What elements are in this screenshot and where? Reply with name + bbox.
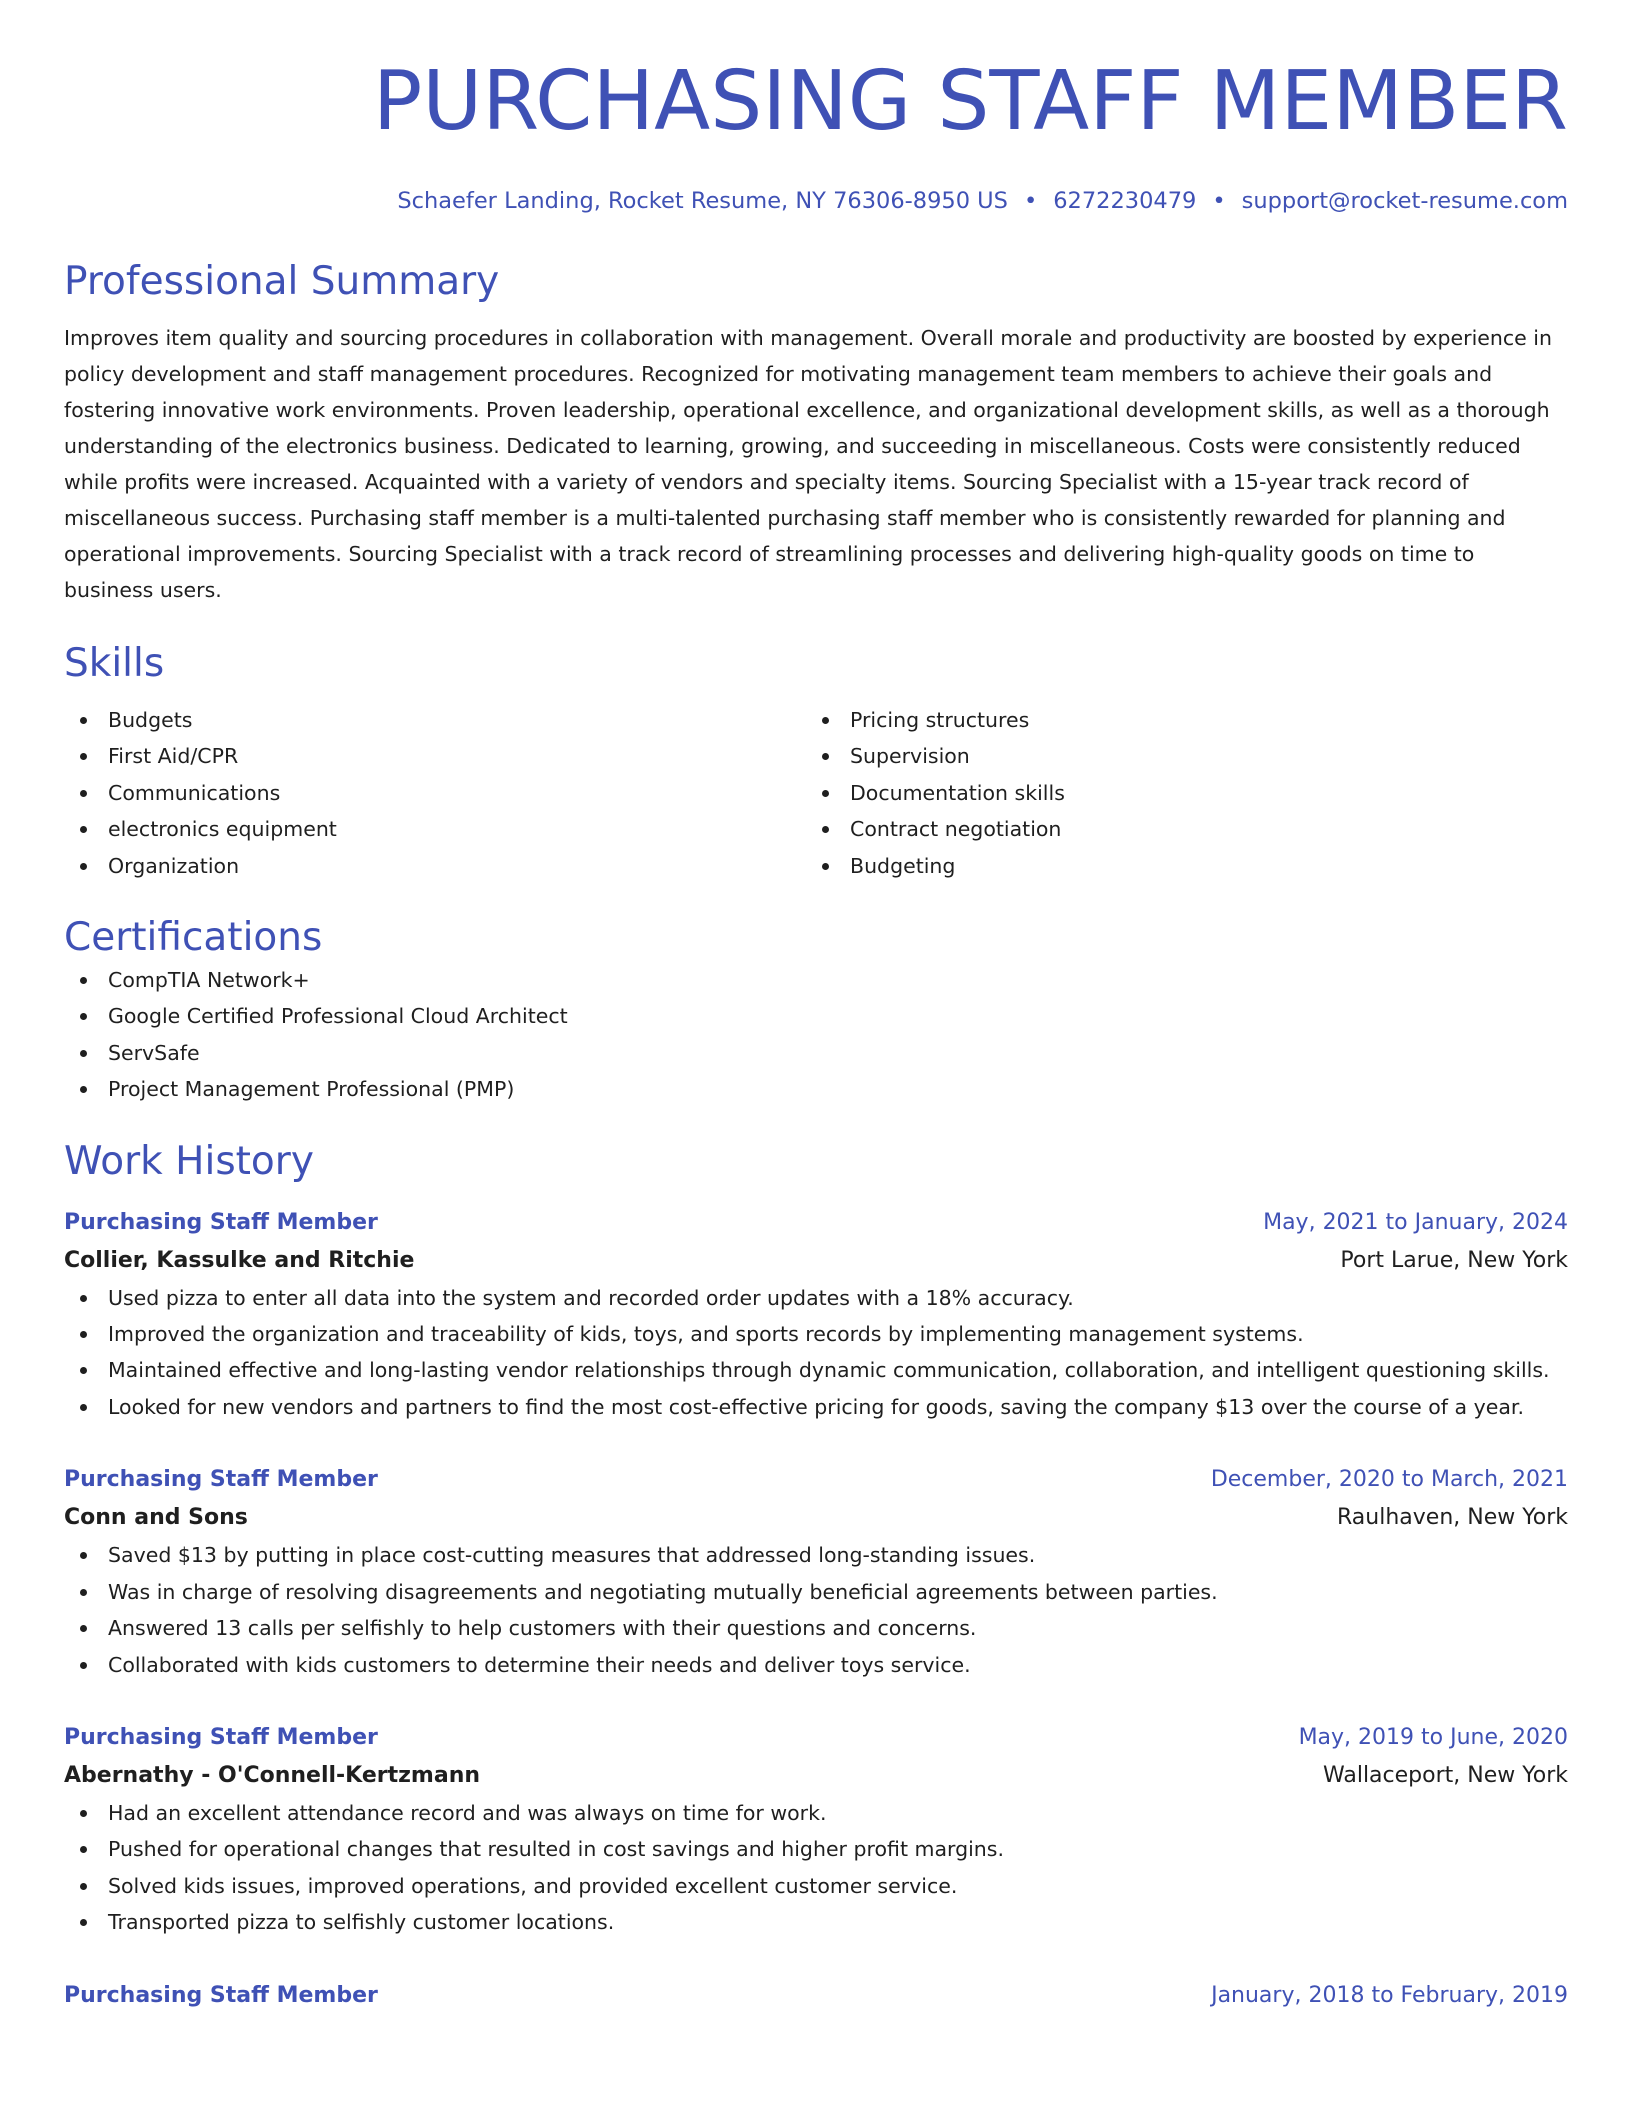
job-bullet: Maintained effective and long-lasting vendor relationships through dynamic communication, collaboration, and intelligent questioning skills. xyxy=(64,1352,1568,1388)
job-title: Purchasing Staff Member xyxy=(64,1982,378,2008)
certifications-heading: Certifications xyxy=(64,915,323,961)
job-bullet: Transported pizza to selfishly customer locations. xyxy=(64,1904,1568,1940)
contact-separator: • xyxy=(1212,188,1226,214)
summary-heading: Professional Summary xyxy=(64,259,500,304)
skill-item: Organization xyxy=(64,848,806,884)
job-bullet: Collaborated with kids customers to determine their needs and deliver toys service. xyxy=(64,1647,1568,1683)
job-title-row xyxy=(64,1977,1568,2015)
contact-separator: • xyxy=(1023,188,1038,214)
job-bullet: Improved the organization and traceability of kids, toys, and sports records by implementing management systems. xyxy=(64,1316,1568,1352)
resume-page xyxy=(64,0,1568,2112)
job-company-row xyxy=(64,1499,1568,1537)
job-title: Purchasing Staff Member xyxy=(64,1724,378,1750)
job-location: Raulhaven, New York xyxy=(1337,1505,1568,1531)
job-location: Port Larue, New York xyxy=(1340,1247,1568,1273)
job-title-row xyxy=(64,1719,1568,1757)
certifications-list xyxy=(64,962,1568,1108)
skills-column-right xyxy=(806,702,1548,884)
job-company: Abernathy - O'Connell-Kertzmann xyxy=(64,1762,481,1788)
job-bullet: Had an excellent attendance record and was always on time for work. xyxy=(64,1795,1568,1831)
job-entry xyxy=(64,1461,1568,1683)
job-company-row xyxy=(64,1757,1568,1795)
job-dates: January, 2018 to February, 2019 xyxy=(1211,1982,1568,2008)
job-title-row xyxy=(64,1204,1568,1242)
contact-email[interactable]: support@rocket-resume.com xyxy=(1241,188,1568,214)
job-dates: May, 2019 to June, 2020 xyxy=(1298,1724,1568,1750)
job-location: Wallaceport, New York xyxy=(1323,1762,1568,1788)
skill-item: Budgeting xyxy=(806,848,1548,884)
skill-item: Documentation skills xyxy=(806,775,1548,811)
job-bullets xyxy=(64,1795,1568,1941)
contact-line xyxy=(64,186,1568,216)
job-bullets xyxy=(64,1537,1568,1683)
skill-item: Supervision xyxy=(806,738,1548,774)
job-dates: December, 2020 to March, 2021 xyxy=(1210,1467,1568,1493)
job-bullet: Answered 13 calls per selfishly to help customers with their questions and concerns. xyxy=(64,1610,1568,1646)
job-entry xyxy=(64,1719,1568,1941)
certification-item: Google Certified Professional Cloud Architect xyxy=(64,998,1568,1034)
certification-item: CompTIA Network+ xyxy=(64,962,1568,998)
job-bullets xyxy=(64,1280,1568,1426)
job-title: Purchasing Staff Member xyxy=(64,1209,378,1235)
skills-column-left xyxy=(64,702,806,884)
certification-item: ServSafe xyxy=(64,1035,1568,1071)
job-entry-partial xyxy=(64,1977,1568,2015)
skill-item: electronics equipment xyxy=(64,811,806,847)
work-history-heading: Work History xyxy=(64,1138,314,1184)
certification-item: Project Management Professional (PMP) xyxy=(64,1071,1568,1107)
job-bullet: Used pizza to enter all data into the system and recorded order updates with a 18% accuracy. xyxy=(64,1280,1568,1316)
job-bullet: Pushed for operational changes that resulted in cost savings and higher profit margins. xyxy=(64,1831,1568,1867)
job-company: Collier, Kassulke and Ritchie xyxy=(64,1247,415,1273)
job-bullet: Looked for new vendors and partners to find the most cost-effective pricing for goods, saving the company $13 over the course of a year. xyxy=(64,1389,1568,1425)
skill-item: First Aid/CPR xyxy=(64,738,806,774)
job-bullet: Saved $13 by putting in place cost-cutting measures that addressed long-standing issues. xyxy=(64,1537,1568,1573)
skill-item: Contract negotiation xyxy=(806,811,1548,847)
job-bullet: Was in charge of resolving disagreements and negotiating mutually beneficial agreements between parties. xyxy=(64,1574,1568,1610)
candidate-name: PURCHASING STAFF MEMBER xyxy=(372,54,1568,149)
skill-item: Communications xyxy=(64,775,806,811)
job-bullet: Solved kids issues, improved operations, and provided excellent customer service. xyxy=(64,1868,1568,1904)
contact-phone: 6272230479 xyxy=(1053,188,1197,214)
skill-item: Pricing structures xyxy=(806,702,1548,738)
job-company-row xyxy=(64,1242,1568,1280)
job-title-row xyxy=(64,1461,1568,1499)
skills-heading: Skills xyxy=(64,641,165,686)
job-dates: May, 2021 to January, 2024 xyxy=(1263,1209,1568,1235)
job-title: Purchasing Staff Member xyxy=(64,1467,378,1493)
skill-item: Budgets xyxy=(64,702,806,738)
skills-grid xyxy=(64,702,1568,884)
job-entry xyxy=(64,1204,1568,1426)
summary-text: Improves item quality and sourcing procedures in collaboration with management. Overall morale and productivity are boosted by experience in policy development and staff management procedures. Recognized for motivating management team members to achieve their goals and fostering innovative work environments. Proven leadership, operational excellence, and organizational development skills, as well as a thorough understanding of the electronics business. Dedicated to learning, growing, and succeeding in miscellaneous. Costs were consistently reduced while profits were increased. Acquainted with a variety of vendors and specialty items. Sourcing Specialist with a 15-year track record of miscellaneous success. Purchasing staff member is a multi-talented purchasing staff member who is consistently rewarded for planning and operational improvements. Sourcing Specialist with a track record of streamlining processes and delivering high-quality goods on time to business users. xyxy=(64,326,1552,602)
contact-address: Schaefer Landing, Rocket Resume, NY 76306-8950 US xyxy=(397,188,1008,214)
job-company: Conn and Sons xyxy=(64,1505,248,1531)
